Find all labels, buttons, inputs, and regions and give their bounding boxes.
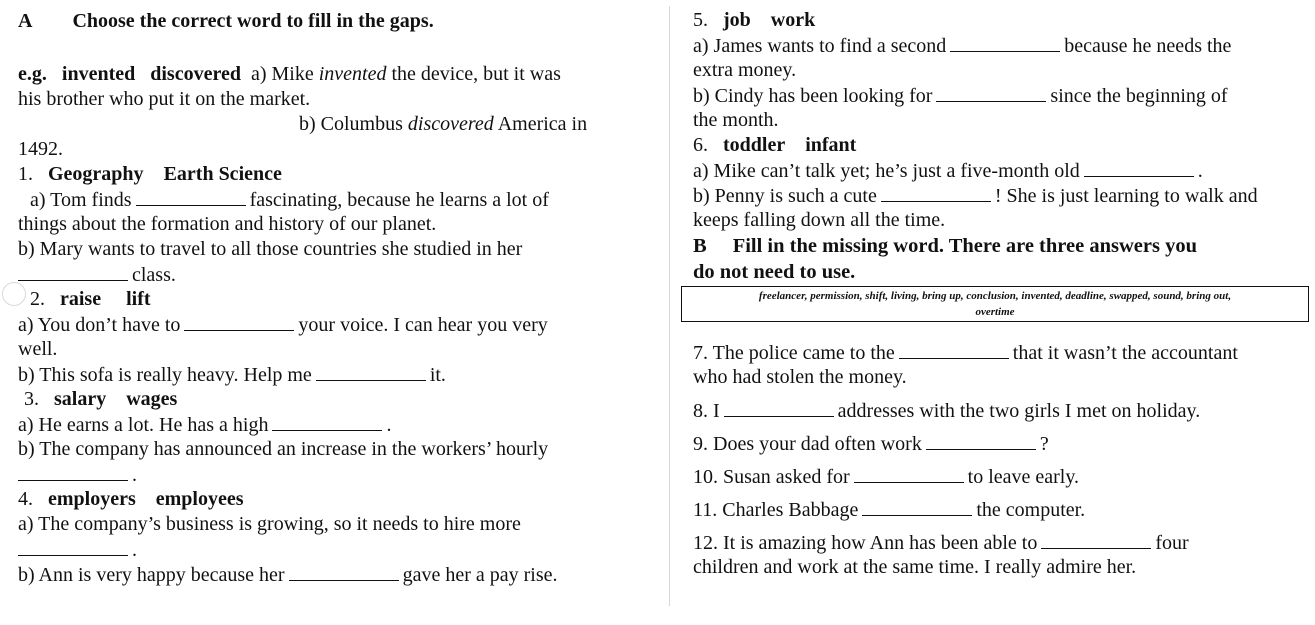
- q3-heading: [24, 387, 177, 412]
- q2-a-post: your voice. I can hear you very: [298, 314, 548, 336]
- example-b-continuation: 1492.: [18, 138, 63, 160]
- q8-line: [693, 398, 1200, 424]
- q6-b-pre: b) Penny is such a cute: [693, 185, 877, 207]
- column-divider: [669, 6, 670, 606]
- q10-blank[interactable]: [854, 464, 964, 483]
- section-b-title-2: do not need to use.: [693, 261, 856, 283]
- example-a-word: invented: [318, 63, 387, 85]
- section-a-heading: [18, 9, 434, 34]
- q4-a-line-2: [18, 537, 137, 563]
- q7-post: that it wasn’t the accountant: [1012, 342, 1238, 364]
- q7-pre: 7. The police came to the: [693, 342, 895, 364]
- section-b-heading: [693, 234, 1197, 259]
- q5-word-1: job: [723, 9, 751, 31]
- q3-b-blank[interactable]: [18, 462, 128, 481]
- q7-blank[interactable]: [899, 340, 1009, 359]
- q2-b-line: [18, 362, 446, 388]
- q1-word-1: Geography: [48, 163, 144, 185]
- section-b-letter: B: [693, 235, 707, 257]
- q5-word-2: work: [770, 9, 816, 31]
- q4-heading: [18, 487, 244, 512]
- q1-b-blank[interactable]: [18, 262, 128, 281]
- q12-pre: 12. It is amazing how Ann has been able to: [693, 532, 1038, 554]
- q2-a-line: [18, 312, 548, 338]
- example-word-2: discovered: [150, 63, 241, 85]
- q12-continuation: children and work at the same time. I really admire her.: [693, 556, 1137, 578]
- q2-a-pre: a) You don’t have to: [18, 314, 181, 336]
- q10-post: to leave early.: [967, 466, 1080, 488]
- q6-a-blank[interactable]: [1084, 158, 1194, 177]
- q4-number: 4.: [18, 488, 33, 510]
- q2-a-blank[interactable]: [184, 312, 294, 331]
- section-a-letter: A: [18, 10, 33, 32]
- q3-word-1: salary: [54, 388, 107, 410]
- q2-a-continuation: well.: [18, 338, 58, 360]
- q3-b-line: b) The company has announced an increase in the workers’ hourly: [18, 438, 549, 460]
- q5-b-post: since the beginning of: [1050, 85, 1228, 107]
- q6-word-2: infant: [805, 134, 857, 156]
- example-b-word: discovered: [407, 113, 494, 135]
- q10-pre: 10. Susan asked for: [693, 466, 850, 488]
- section-b-title-1: Fill in the missing word. There are three answers you: [732, 235, 1197, 257]
- q6-a-line: [693, 158, 1203, 184]
- q8-post: addresses with the two girls I met on holiday.: [837, 400, 1201, 422]
- q3-word-2: wages: [126, 388, 178, 410]
- q3-a-line: [18, 412, 391, 438]
- example-line-1: [18, 62, 561, 87]
- q9-line: [693, 431, 1049, 457]
- q4-b-pre: b) Ann is very happy because her: [18, 564, 285, 586]
- q4-a-post: .: [132, 539, 137, 561]
- q7-line: [693, 340, 1238, 366]
- q1-a-post: fascinating, because he learns a lot of: [249, 189, 549, 211]
- q6-b-post: ! She is just learning to walk and: [994, 185, 1258, 207]
- q5-b-continuation: the month.: [693, 109, 779, 131]
- q11-blank[interactable]: [862, 497, 972, 516]
- section-a-title: Choose the correct word to fill in the gaps.: [72, 10, 434, 32]
- q6-heading: [693, 133, 856, 158]
- q3-a-pre: a) He earns a lot. He has a high: [18, 414, 269, 436]
- q5-heading: [693, 8, 815, 33]
- example-b-post: America in: [493, 113, 588, 135]
- q9-blank[interactable]: [926, 431, 1036, 450]
- q1-a-pre: a) Tom finds: [30, 189, 132, 211]
- q4-word-1: employers: [48, 488, 136, 510]
- example-word-1: invented: [61, 63, 136, 85]
- q9-pre: 9. Does your dad often work: [693, 433, 922, 455]
- q9-post: ?: [1039, 433, 1049, 455]
- q12-post: four: [1155, 532, 1189, 554]
- q1-a-line: [30, 187, 549, 213]
- q1-word-2: Earth Science: [163, 163, 282, 185]
- q1-heading: [18, 162, 282, 187]
- q6-b-blank[interactable]: [881, 183, 991, 202]
- q6-b-line: [693, 183, 1258, 209]
- q3-b-post: .: [132, 464, 137, 486]
- q3-a-post: .: [386, 414, 392, 436]
- q4-a-blank[interactable]: [18, 537, 128, 556]
- q4-b-post: gave her a pay rise.: [402, 564, 558, 586]
- q4-word-2: employees: [155, 488, 244, 510]
- q1-number: 1.: [18, 163, 33, 185]
- q1-a-blank[interactable]: [136, 187, 246, 206]
- q2-word-2: lift: [126, 288, 151, 310]
- word-bank-line-2: overtime: [975, 306, 1015, 318]
- q6-word-1: toddler: [723, 134, 786, 156]
- example-a-pre: a) Mike: [250, 63, 319, 85]
- q3-b-line-2: [18, 462, 137, 488]
- q2-number: 2.: [30, 288, 45, 310]
- q1-b-post: class.: [132, 264, 176, 286]
- example-line-b: [299, 112, 587, 137]
- q8-pre: 8. I: [693, 400, 720, 422]
- q6-a-post: .: [1197, 160, 1203, 182]
- q5-a-post: because he needs the: [1064, 35, 1232, 57]
- q3-number: 3.: [24, 388, 39, 410]
- q7-continuation: who had stolen the money.: [693, 366, 907, 388]
- example-b-pre: b) Columbus: [299, 113, 408, 135]
- q2-heading: [30, 287, 151, 312]
- q2-b-post: it.: [429, 364, 446, 386]
- q2-word-1: raise: [60, 288, 102, 310]
- example-label: e.g.: [18, 63, 47, 85]
- q12-blank[interactable]: [1041, 530, 1151, 549]
- q2-b-pre: b) This sofa is really heavy. Help me: [18, 364, 312, 386]
- q5-a-line: [693, 33, 1231, 59]
- q1-a-continuation: things about the formation and history of our planet.: [18, 213, 437, 235]
- word-bank-line-1: freelancer, permission, shift, living, bring up, conclusion, invented, deadline, swapped, sound, bring out,: [758, 290, 1232, 302]
- example-a-post: the device, but it was: [386, 63, 561, 85]
- q5-b-blank[interactable]: [936, 83, 1046, 102]
- q11-pre: 11. Charles Babbage: [693, 499, 859, 521]
- example-a-continuation: his brother who put it on the market.: [18, 88, 311, 110]
- q6-number: 6.: [693, 134, 708, 156]
- q5-b-pre: b) Cindy has been looking for: [693, 85, 933, 107]
- q1-b-line: b) Mary wants to travel to all those countries she studied in her: [18, 238, 523, 260]
- q11-post: the computer.: [976, 499, 1086, 521]
- q1-b-line-2: [18, 262, 176, 288]
- q5-a-blank[interactable]: [950, 33, 1060, 52]
- q4-b-line: [18, 562, 558, 588]
- q5-number: 5.: [693, 9, 708, 31]
- q11-line: [693, 497, 1085, 523]
- q8-blank[interactable]: [724, 398, 834, 417]
- q4-a-line: a) The company’s business is growing, so it needs to hire more: [18, 513, 521, 535]
- q5-b-line: [693, 83, 1228, 109]
- q6-b-continuation: keeps falling down all the time.: [693, 209, 946, 231]
- q2-b-blank[interactable]: [316, 362, 426, 381]
- q12-line: [693, 530, 1189, 556]
- word-bank-box: [681, 286, 1309, 322]
- q3-a-blank[interactable]: [272, 412, 382, 431]
- q10-line: [693, 464, 1079, 490]
- q5-a-continuation: extra money.: [693, 59, 797, 81]
- q5-a-pre: a) James wants to find a second: [693, 35, 947, 57]
- q6-a-pre: a) Mike can’t talk yet; he’s just a five-month old: [693, 160, 1080, 182]
- q4-b-blank[interactable]: [289, 562, 399, 581]
